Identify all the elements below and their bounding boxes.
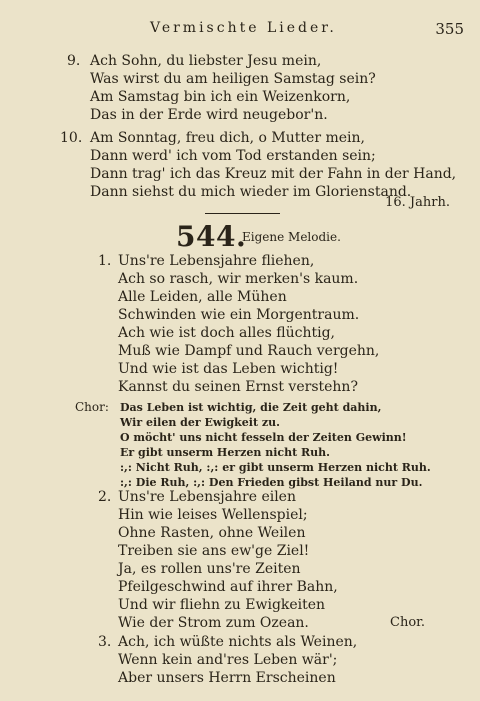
chorus-line: :,: Nicht Ruh, :,: er gibt unserm Herzen nicht Ruh. <box>120 461 431 474</box>
verse-line: Dann siehst du mich wieder im Glorienstand. <box>90 184 412 200</box>
verse-line: Ach, ich wüßte nichts als Weinen, <box>118 634 358 650</box>
chorus-line: Das Leben ist wichtig, die Zeit geht dahin, <box>120 401 382 414</box>
verse-line: Ach Sohn, du liebster Jesu mein, <box>90 53 322 69</box>
verse-line: Uns're Lebensjahre fliehen, <box>118 253 315 269</box>
attribution: 16. Jahrh. <box>385 195 450 210</box>
verse-line: Ja, es rollen uns're Zeiten <box>118 561 301 577</box>
verse-line: Treiben sie ans ew'ge Ziel! <box>118 543 310 559</box>
verse-line: Am Sonntag, freu dich, o Mutter mein, <box>90 130 365 146</box>
verse-line: Pfeilgeschwind auf ihrer Bahn, <box>118 579 338 595</box>
verse-line: Wie der Strom zum Ozean. <box>118 615 309 631</box>
chorus-reference: Chor. <box>390 615 426 630</box>
verse-line: Was wirst du am heiligen Samstag sein? <box>90 71 376 87</box>
verse-line: Und wir fliehn zu Ewigkeiten <box>118 597 326 613</box>
melody-note: Eigene Melodie. <box>242 230 341 244</box>
verse-line: Hin wie leises Wellenspiel; <box>118 507 308 523</box>
verse-line: Muß wie Dampf und Rauch vergehn, <box>118 343 380 359</box>
verse-number: 2. <box>98 489 112 505</box>
chorus-label: Chor: <box>75 400 109 414</box>
page-number: 355 <box>435 20 464 38</box>
verse-line: Uns're Lebensjahre eilen <box>118 489 296 505</box>
chorus-line: Er gibt unserm Herzen nicht Ruh. <box>120 446 330 459</box>
verse-line: Dann trag' ich das Kreuz mit der Fahn in der Hand, <box>90 166 457 182</box>
verse-line: Wenn kein and'res Leben wär'; <box>118 652 338 668</box>
verse-line: Und wie ist das Leben wichtig! <box>118 361 339 377</box>
verse-number: 9. <box>67 53 81 69</box>
chorus-line: :,: Die Ruh, :,: Den Frieden gibst Heiland nur Du. <box>120 476 423 489</box>
verse-line: Ohne Rasten, ohne Weilen <box>118 525 306 541</box>
section-divider <box>205 213 280 214</box>
verse-line: Ach wie ist doch alles flüchtig, <box>118 325 335 341</box>
chorus-line: Wir eilen der Ewigkeit zu. <box>120 416 280 429</box>
verse-line: Dann werd' ich vom Tod erstanden sein; <box>90 148 376 164</box>
verse-line: Schwinden wie ein Morgentraum. <box>118 307 360 323</box>
chorus-line: O möcht' uns nicht fesseln der Zeiten Gewinn! <box>120 431 407 444</box>
verse-number: 3. <box>98 634 112 650</box>
verse-line: Das in der Erde wird neugebor'n. <box>90 107 328 123</box>
verse-line: Kannst du seinen Ernst verstehn? <box>118 379 358 395</box>
hymn-number: 544. <box>176 220 247 253</box>
verse-number: 10. <box>60 130 83 146</box>
verse-number: 1. <box>98 253 112 269</box>
verse-line: Alle Leiden, alle Mühen <box>118 289 287 305</box>
running-head: Vermischte Lieder. <box>150 20 337 36</box>
verse-line: Aber unsers Herrn Erscheinen <box>118 670 336 686</box>
verse-line: Ach so rasch, wir merken's kaum. <box>118 271 359 287</box>
page-header <box>0 20 480 42</box>
verse-line: Am Samstag bin ich ein Weizenkorn, <box>90 89 351 105</box>
